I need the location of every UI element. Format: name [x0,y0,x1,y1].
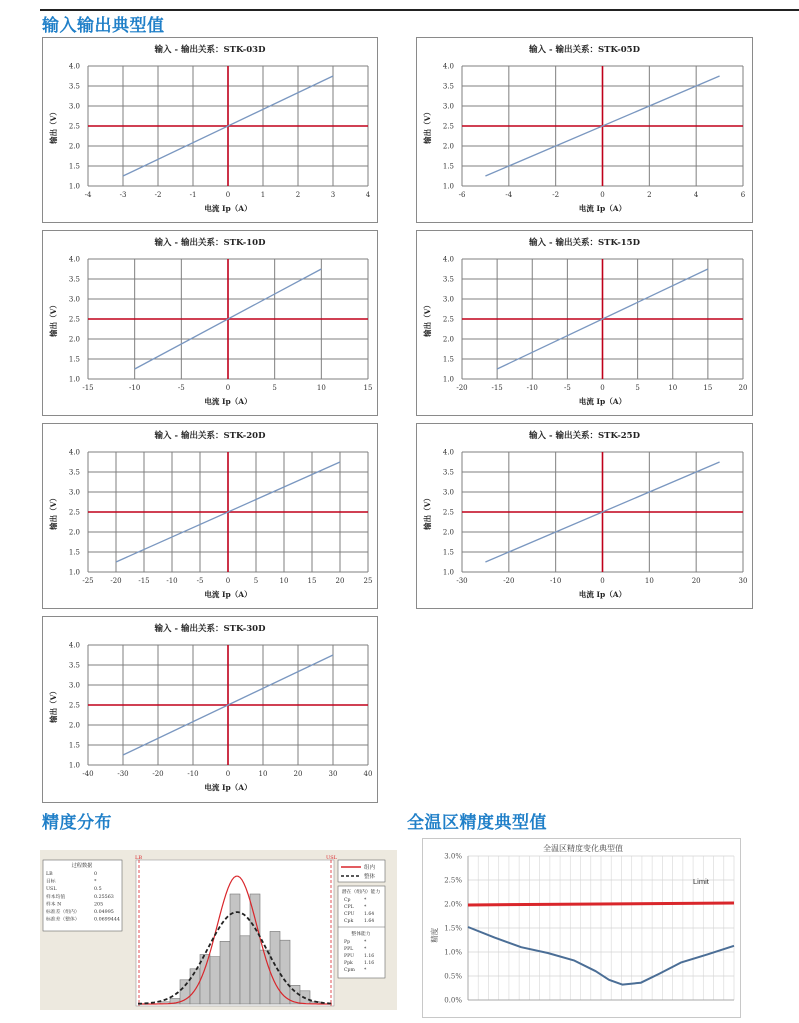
x-tick-label: 5 [272,384,277,392]
y-tick-label: 3.0 [442,488,454,497]
temp-chart-title: 全温区精度变化典型值 [543,844,623,853]
heading-full-temp-accuracy: 全温区精度典型值 [407,813,547,833]
chart-title: 输入 - 输出关系：STK-05D [529,45,640,55]
y-tick-label: 2.5 [442,508,454,517]
y-axis-label: 输出（V） [423,301,432,337]
x-tick-label: -10 [166,577,178,585]
x-tick-label: -5 [177,384,185,392]
capability-key: PPL [344,947,354,952]
x-tick-label: 10 [644,577,654,585]
x-tick-label: 25 [363,577,373,585]
heading-io-typical: 输入输出典型值 [42,16,165,36]
y-tick-label: 3.5 [442,468,454,477]
chart-title: 输入 - 输出关系：STK-03D [154,45,266,55]
overall-capability-header: 整体能力 [351,932,371,937]
y-tick-label: 2.5 [442,122,454,131]
x-axis-label: 电流 Ip（A） [204,204,252,213]
limit-label: Limit [693,877,709,886]
histogram-bar [250,894,260,1004]
y-tick-label: 3.0 [68,488,80,497]
y-tick-label: 3.5 [442,82,454,91]
x-tick-label: -10 [550,577,562,585]
x-tick-label: -20 [110,577,122,585]
x-tick-label: 15 [307,577,317,585]
y-tick-label: 1.5% [444,924,462,933]
full-temp-accuracy-chart [422,838,741,1018]
x-tick-label: -3 [119,191,127,199]
x-tick-label: -2 [552,191,560,199]
y-tick-label: 0.5% [444,972,462,981]
chart-title: 输入 - 输出关系：STK-10D [154,238,266,248]
y-tick-label: 3.5 [68,468,80,477]
process-data-key: USL [46,887,57,893]
capability-value: 1.16 [364,954,375,959]
y-tick-label: 1.0% [444,948,462,957]
y-tick-label: 4.0 [442,448,454,457]
y-tick-label: 2.0 [68,335,80,344]
x-tick-label: 1 [260,191,266,199]
histogram-bar [180,980,190,1004]
histogram-svg [40,850,397,1010]
capability-key: Ppk [344,961,353,966]
x-tick-label: 0 [600,384,605,392]
y-tick-label: 2.5 [68,315,80,324]
capability-key: PPU [344,954,354,959]
io-chart-stk-20d [42,423,378,609]
x-tick-label: -10 [129,384,141,392]
process-data-key: 标准差（整体） [46,917,80,923]
y-tick-label: 3.5 [68,82,80,91]
histogram-bar [270,931,280,1004]
x-tick-label: -10 [187,770,199,778]
y-tick-label: 1.0 [68,182,80,191]
y-tick-label: 1.0 [442,182,454,191]
process-data-key: 标准差（组内） [46,910,80,915]
histogram-bar [260,950,270,1004]
x-tick-label: 0 [225,191,231,199]
process-data-value: 0.04995 [94,910,114,915]
io-chart-stk-10d [42,230,378,416]
y-tick-label: 4.0 [68,641,80,650]
chart-svg [417,231,752,415]
x-tick-label: 20 [738,384,748,392]
histogram-bar [190,969,200,1004]
y-tick-label: 1.0 [68,761,80,770]
histogram-bar [230,894,240,1004]
x-tick-label: -10 [526,384,538,392]
y-tick-label: 1.5 [442,548,454,557]
lsl-label: LB [135,855,142,861]
x-tick-label: 6 [740,191,746,199]
y-tick-label: 1.5 [68,741,80,750]
capability-key: Cpm [344,968,355,973]
x-axis-label: 电流 Ip（A） [204,783,252,792]
io-chart-stk-15d [416,230,753,416]
y-tick-label: 2.0 [442,142,454,151]
y-tick-label: 3.0 [442,102,454,111]
y-tick-label: 3.0% [444,852,462,861]
y-tick-label: 3.5 [68,275,80,284]
y-tick-label: 2.0 [442,528,454,537]
x-tick-label: 5 [635,384,640,392]
capability-histogram [40,850,397,1010]
y-tick-label: 3.0 [68,102,80,111]
capability-value: * [364,940,367,945]
x-tick-label: -20 [152,770,164,778]
x-tick-label: 3 [330,191,336,199]
y-tick-label: 1.0 [442,375,454,384]
chart-title: 输入 - 输出关系：STK-20D [154,431,266,441]
x-tick-label: 10 [258,770,268,778]
x-axis-label: 电流 Ip（A） [578,397,627,406]
y-tick-label: 3.0 [68,295,80,304]
x-tick-label: -15 [82,384,94,392]
x-tick-label: 20 [293,770,303,778]
y-axis-label: 输出（V） [49,494,58,530]
process-data-value: 205 [94,902,104,908]
y-tick-label: 3.5 [68,661,80,670]
y-axis-label: 输出（V） [423,494,432,530]
process-data-value: 0 [94,872,98,877]
capability-value: * [364,905,367,910]
process-data-key: LB [46,872,53,877]
capability-value: 1.64 [364,912,375,917]
x-tick-label: 2 [647,191,652,199]
x-tick-label: -4 [505,191,513,199]
capability-key: CPU [344,912,355,917]
y-tick-label: 0.0% [444,996,462,1005]
y-tick-label: 2.5 [68,122,80,131]
y-tick-label: 3.5 [442,275,454,284]
y-tick-label: 4.0 [68,255,80,264]
x-tick-label: 30 [738,577,748,585]
legend-label: 整体 [364,874,376,880]
chart-svg [43,424,377,608]
io-chart-stk-05d [416,37,753,223]
y-tick-label: 2.5% [444,876,462,885]
y-tick-label: 3.0 [442,295,454,304]
io-chart-stk-03d [42,37,378,223]
process-data-header: 过程数据 [71,863,93,869]
x-tick-label: 40 [363,770,373,778]
process-data-key: 样本 N [46,902,62,908]
histogram-bar [240,936,250,1004]
limit-line [468,903,734,905]
y-tick-label: 1.5 [442,162,454,171]
x-axis-label: 电流 Ip（A） [578,590,627,599]
x-tick-label: 0 [600,577,605,585]
y-tick-label: 4.0 [68,62,80,71]
chart-title: 输入 - 输出关系：STK-30D [154,624,266,634]
process-data-value: 0.25563 [94,894,114,900]
x-tick-label: -4 [84,191,92,199]
x-tick-label: 20 [335,577,345,585]
y-axis-label: 输出（V） [49,687,58,723]
x-tick-label: -20 [456,384,468,392]
histogram-legend [338,860,385,882]
x-axis-label: 电流 Ip（A） [578,204,627,213]
x-tick-label: -20 [503,577,515,585]
x-tick-label: -2 [154,191,162,199]
process-data-value: 0.5 [94,887,102,893]
y-axis-label: 输出（V） [423,108,432,144]
usl-label: USL [326,855,337,861]
y-tick-label: 3.0 [68,681,80,690]
x-axis-label: 电流 Ip（A） [204,397,252,406]
y-tick-label: 1.0 [68,375,80,384]
x-tick-label: 15 [363,384,373,392]
x-tick-label: -6 [458,191,466,199]
y-tick-label: 1.0 [442,568,454,577]
chart-title: 输入 - 输出关系：STK-25D [529,431,640,441]
x-tick-label: -15 [491,384,503,392]
x-tick-label: 4 [365,191,371,199]
capability-key: Cpk [344,919,354,924]
chart-svg [43,231,377,415]
y-axis-label: 精度 [430,927,439,943]
x-tick-label: 10 [279,577,289,585]
capability-value: * [364,947,367,952]
y-tick-label: 2.0 [68,528,80,537]
capability-value: * [364,898,367,903]
x-tick-label: -30 [117,770,129,778]
y-tick-label: 2.5 [442,315,454,324]
chart-svg [417,424,752,608]
temp-chart-svg [423,839,742,1019]
capability-value: 1.64 [364,919,375,924]
x-tick-label: -30 [456,577,468,585]
io-chart-stk-25d [416,423,753,609]
capability-value: * [364,968,367,973]
y-tick-label: 1.5 [68,162,80,171]
x-tick-label: 15 [703,384,713,392]
capability-key: Pp [344,940,351,945]
x-tick-label: 2 [295,191,301,199]
x-tick-label: -5 [563,384,571,392]
y-tick-label: 2.5 [68,701,80,710]
x-tick-label: 4 [693,191,699,199]
y-tick-label: 1.5 [68,548,80,557]
y-tick-label: 2.0% [444,900,462,909]
histogram-bar [210,957,220,1004]
x-tick-label: -5 [196,577,204,585]
chart-title: 输入 - 输出关系：STK-15D [529,238,640,248]
process-data-key: 样本均值 [46,894,66,900]
x-tick-label: 0 [225,384,231,392]
y-tick-label: 1.0 [68,568,80,577]
x-axis-label: 电流 Ip（A） [204,590,252,599]
process-data-value: 0.0699444 [94,917,120,923]
capability-key: Cp [344,898,351,903]
y-tick-label: 2.5 [68,508,80,517]
x-tick-label: 20 [691,577,701,585]
x-tick-label: -1 [189,191,197,199]
legend-label: 组内 [364,865,376,871]
x-tick-label: -25 [82,577,94,585]
x-tick-label: -40 [82,770,94,778]
x-tick-label: 0 [600,191,605,199]
y-tick-label: 4.0 [68,448,80,457]
histogram-bar [280,940,290,1004]
x-tick-label: 10 [316,384,326,392]
process-data-value: * [94,879,97,885]
y-axis-label: 输出（V） [49,108,58,144]
chart-svg [43,617,377,802]
x-tick-label: 5 [253,577,259,585]
x-tick-label: 30 [328,770,338,778]
chart-svg [417,38,752,222]
y-tick-label: 4.0 [442,255,454,264]
process-data-key: 目标 [46,879,56,885]
chart-svg [43,38,377,222]
y-tick-label: 4.0 [442,62,454,71]
io-chart-stk-30d [42,616,378,803]
y-tick-label: 1.5 [68,355,80,364]
x-tick-label: -15 [138,577,150,585]
y-tick-label: 2.0 [442,335,454,344]
potential-capability-header: 潜在（组内）能力 [341,890,381,895]
y-tick-label: 2.0 [68,721,80,730]
y-axis-label: 输出（V） [49,301,58,337]
y-tick-label: 2.0 [68,142,80,151]
capability-value: 1.16 [364,961,375,966]
heading-accuracy-distribution: 精度分布 [42,813,112,833]
x-tick-label: 0 [225,770,231,778]
y-tick-label: 1.5 [442,355,454,364]
x-tick-label: 0 [225,577,231,585]
capability-key: CPL [344,905,354,910]
histogram-bar [220,941,230,1004]
x-tick-label: 10 [668,384,678,392]
